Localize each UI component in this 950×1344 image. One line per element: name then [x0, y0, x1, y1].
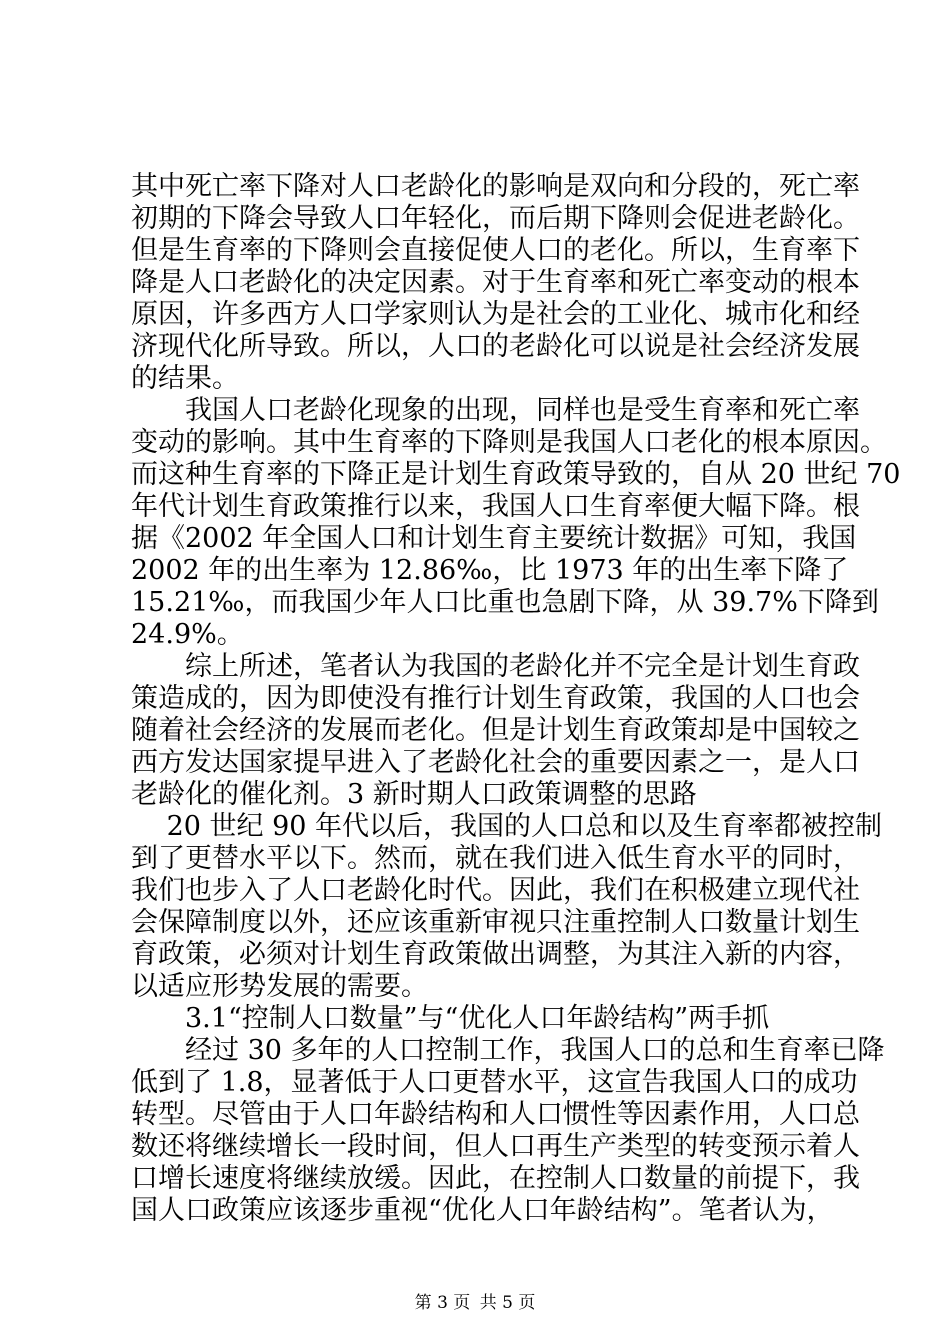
text-line: 而这种生育率的下降正是计划生育政策导致的，自从 20 世纪 70 [131, 459, 901, 490]
text-line: 济现代化所导致。所以，人口的老龄化可以说是社会经济发展 [131, 331, 860, 362]
text-line: 年代计划生育政策推行以来，我国人口生育率便大幅下降。根 [131, 491, 860, 522]
text-line: 育政策，必须对计划生育政策做出调整，为其注入新的内容， [131, 939, 860, 970]
text-line: 变动的影响。其中生育率的下降则是我国人口老化的根本原因。 [131, 427, 887, 458]
text-line: 口增长速度将继续放缓。因此，在控制人口数量的前提下，我 [131, 1163, 860, 1194]
text-line: 会保障制度以外，还应该重新审视只注重控制人口数量计划生 [131, 907, 860, 938]
text-line: 随着社会经济的发展而老化。但是计划生育政策却是中国较之 [131, 715, 860, 746]
text-line: 但是生育率的下降则会直接促使人口的老化。所以，生育率下 [131, 235, 860, 266]
text-line: 到了更替水平以下。然而，就在我们进入低生育水平的同时， [131, 843, 860, 874]
text-line: 以适应形势发展的需要。 [131, 971, 428, 1002]
text-line: 数还将继续增长一段时间，但人口再生产类型的转变预示着人 [131, 1131, 860, 1162]
text-line: 据《2002 年全国人口和计划生育主要统计数据》可知，我国 [131, 523, 857, 554]
text-line: 我们也步入了人口老龄化时代。因此，我们在积极建立现代社 [131, 875, 860, 906]
text-line: 综上所述，笔者认为我国的老龄化并不完全是计划生育政 [131, 651, 860, 682]
text-line: 国人口政策应该逐步重视“优化人口年龄结构”。笔者认为， [131, 1195, 834, 1226]
text-line: 我国人口老龄化现象的出现，同样也是受生育率和死亡率 [131, 395, 860, 426]
text-line: 初期的下降会导致人口年轻化，而后期下降则会促进老龄化。 [131, 203, 860, 234]
text-line: 原因，许多西方人口学家则认为是社会的工业化、城市化和经 [131, 299, 860, 330]
text-line: 策造成的，因为即使没有推行计划生育政策，我国的人口也会 [131, 683, 860, 714]
text-line: 2002 年的出生率为 12.86‰，比 1973 年的出生率下降了 [131, 555, 849, 586]
page-footer [0, 1292, 950, 1314]
text-line: 的结果。 [131, 363, 239, 394]
text-line: 经过 30 多年的人口控制工作，我国人口的总和生育率已降 [131, 1035, 885, 1066]
text-line: 西方发达国家提早进入了老龄化社会的重要因素之一，是人口 [131, 747, 860, 778]
text-line: 降是人口老龄化的决定因素。对于生育率和死亡率变动的根本 [131, 267, 860, 298]
document-body [131, 171, 901, 1227]
text-line: 低到了 1.8，显著低于人口更替水平，这宣告我国人口的成功 [131, 1067, 858, 1098]
text-line: 24.9%。 [131, 619, 244, 650]
page-total: 共 5 页 [479, 1293, 536, 1313]
text-line: 转型。尽管由于人口年龄结构和人口惯性等因素作用，人口总 [131, 1099, 860, 1130]
text-line: 3.1“控制人口数量”与“优化人口年龄结构”两手抓 [131, 1003, 770, 1034]
page-number: 第 3 页 [414, 1293, 471, 1313]
text-line: 老龄化的催化剂。3 新时期人口政策调整的思路 [131, 779, 697, 810]
text-line: 15.21‰，而我国少年人口比重也急剧下降，从 39.7%下降到 [131, 587, 879, 618]
text-line: 20 世纪 90 年代以后，我国的人口总和以及生育率都被控制 [131, 811, 883, 842]
text-line: 其中死亡率下降对人口老龄化的影响是双向和分段的，死亡率 [131, 171, 860, 202]
